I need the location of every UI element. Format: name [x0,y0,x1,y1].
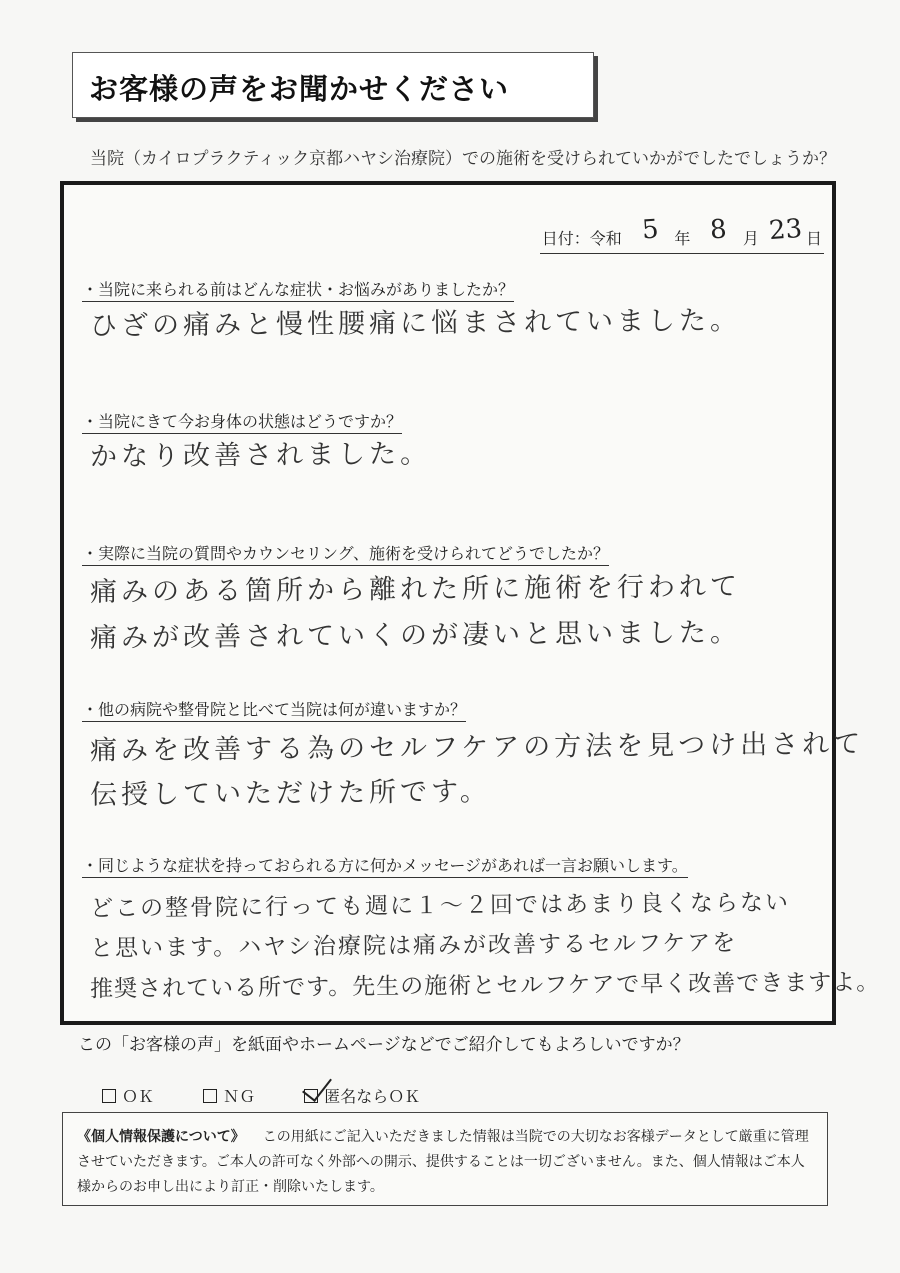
date-year: 5 [640,214,660,246]
question-2: ・当院にきて今お身体の状態はどうですか？ [82,409,402,434]
option-ok[interactable] [102,1084,154,1107]
consent-question: この「お客様の声」を紙面やホームページなどでご紹介してもよろしいですか？ [78,1035,690,1055]
answer-3-line-2: 痛みが改善されていくのが凄いと思いました。 [89,617,742,654]
option-anonymous-ok-label: 匿名ならＯＫ [324,1087,421,1106]
date-month: 8 [709,214,728,246]
privacy-body [77,1125,817,1200]
option-ok-checkbox[interactable] [102,1089,116,1103]
question-5: ・同じような症状を持っておられる方に何かメッセージがあれば一言お願いします。 [82,853,688,878]
option-anonymous-ok[interactable] [304,1084,420,1107]
answer-3-line-1: 痛みのある箇所から離れた所に施術を行われて [89,571,742,608]
date-month-unit: 月 [742,229,759,248]
answer-4-line-1: 痛みを改善する為のセルフケアの方法を見つけ出されて [89,728,865,767]
consent-options [102,1084,464,1107]
option-anonymous-ok-checkbox[interactable] [304,1089,318,1103]
date-row [540,213,824,254]
answer-5-line-1: どこの整骨院に行っても週に１～２回ではあまり良くならない [89,889,791,923]
page-title: お客様の声をお聞かせください [89,72,510,106]
title-box [72,52,594,118]
answer-5-line-2: と思います。ハヤシ治療院は痛みが改善するセルフケアを [89,930,738,962]
question-1: ・当院に来られる前はどんな症状・お悩みがありましたか？ [82,277,514,302]
answer-5-line-3: 推奨されている所です。先生の施術とセルフケアで早く改善できますよ。 [89,969,881,1003]
answer-4-line-2: 伝授していただけた所です。 [89,776,491,811]
survey-box [60,181,881,1025]
privacy-notice [62,1112,828,1206]
date-day-unit: 日 [805,229,822,248]
option-ng-checkbox[interactable] [203,1089,217,1103]
privacy-heading: 《個人情報保護について》 [77,1129,245,1145]
answer-1-line-1: ひざの痛みと慢性腰痛に悩まされていました。 [89,305,742,342]
option-ok-label: ＯＫ [122,1087,155,1106]
option-ng-label: ＮＧ [223,1087,256,1106]
privacy-text: この用紙にご記入いただきました情報は当院での大切なお客様データとして厳重に管理させていただきます。ご本人の許可なく外部への開示、提供することは一切ございません。また、個人情報はご本人様からのお申し出により訂正・削除いたします。 [77,1129,809,1195]
question-4: ・他の病院や整骨院と比べて当院は何が違いますか？ [82,697,466,722]
date-day: 23 [767,213,803,247]
answer-2-line-1: かなり改善されました。 [89,438,432,473]
date-label: 日付：令和 [541,229,622,248]
date-year-unit: 年 [674,229,691,248]
intro-text: 当院（カイロプラクティック京都ハヤシ治療院）での施術を受けられていかがでしたでしょうか？ [90,149,836,169]
question-3: ・実際に当院の質問やカウンセリング、施術を受けられてどうでしたか？ [82,541,609,566]
option-ng[interactable] [203,1084,255,1107]
